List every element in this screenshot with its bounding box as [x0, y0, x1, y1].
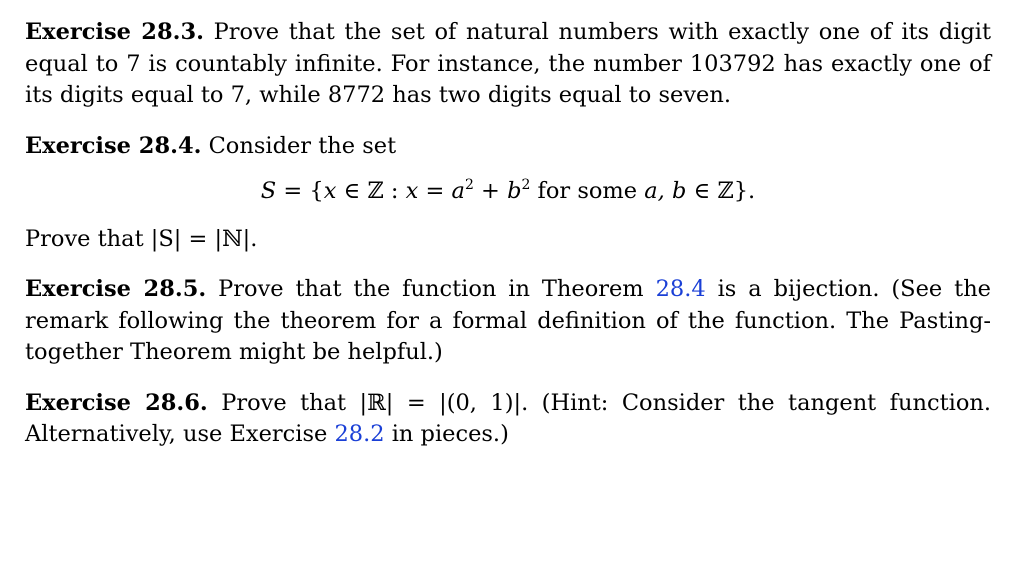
eq-var: x — [323, 178, 337, 204]
eq-set-open: = { — [276, 178, 324, 204]
exercise-text-after: in pieces.) — [384, 421, 509, 447]
exercise-text-before: Prove that the function in Theorem — [218, 276, 656, 302]
document-page — [25, 17, 991, 470]
exercise-heading: Exercise 28.5. — [25, 276, 207, 302]
exercise-28-6 — [25, 388, 991, 451]
eq-var2: x — [405, 178, 419, 204]
set-definition-equation — [25, 176, 991, 208]
theorem-link[interactable]: 28.4 — [655, 276, 706, 302]
exercise-follow-text: Prove that |S| = |ℕ|. — [25, 225, 258, 252]
eq-lhs: S — [260, 178, 277, 204]
exercise-heading: Exercise 28.3. — [25, 19, 204, 45]
exercise-28-4 — [25, 131, 991, 163]
eq-equals: = — [418, 178, 452, 204]
eq-a-exponent: 2 — [464, 177, 474, 193]
exercise-28-5 — [25, 274, 991, 369]
exercise-28-4-follow — [25, 224, 991, 256]
exercise-heading: Exercise 28.6. — [25, 389, 208, 416]
exercise-text: Consider the set — [208, 132, 397, 159]
eq-plus: + — [473, 178, 508, 204]
exercise-text: Prove that the set of natural numbers with exactly one of its digit equal to 7 is countably infinite. For instance, the number 103792 has exactly one of its digits equal to 7, while 8772 has two digits equal to seven. — [25, 19, 992, 108]
exercise-text-after: is a bijection. (See the remark following the theorem for a formal definition of the function. The Pasting-together Theorem might be helpful.) — [25, 276, 991, 365]
eq-b: b — [507, 178, 522, 204]
eq-a: a — [451, 178, 465, 204]
exercise-28-3 — [25, 17, 991, 112]
eq-for-some: for some — [530, 178, 645, 204]
eq-member: ∈ ℤ : — [336, 178, 406, 204]
eq-ab: a, b — [644, 178, 687, 204]
exercise-heading: Exercise 28.4. — [25, 132, 202, 159]
eq-set-close: ∈ ℤ}. — [686, 178, 756, 204]
exercise-text-before: Prove that |ℝ| = |(0, 1)|. (Hint: Consider the tangent function. Alternatively, use Exercise — [25, 389, 992, 447]
exercise-link[interactable]: 28.2 — [334, 421, 385, 447]
eq-b-exponent: 2 — [521, 177, 531, 193]
